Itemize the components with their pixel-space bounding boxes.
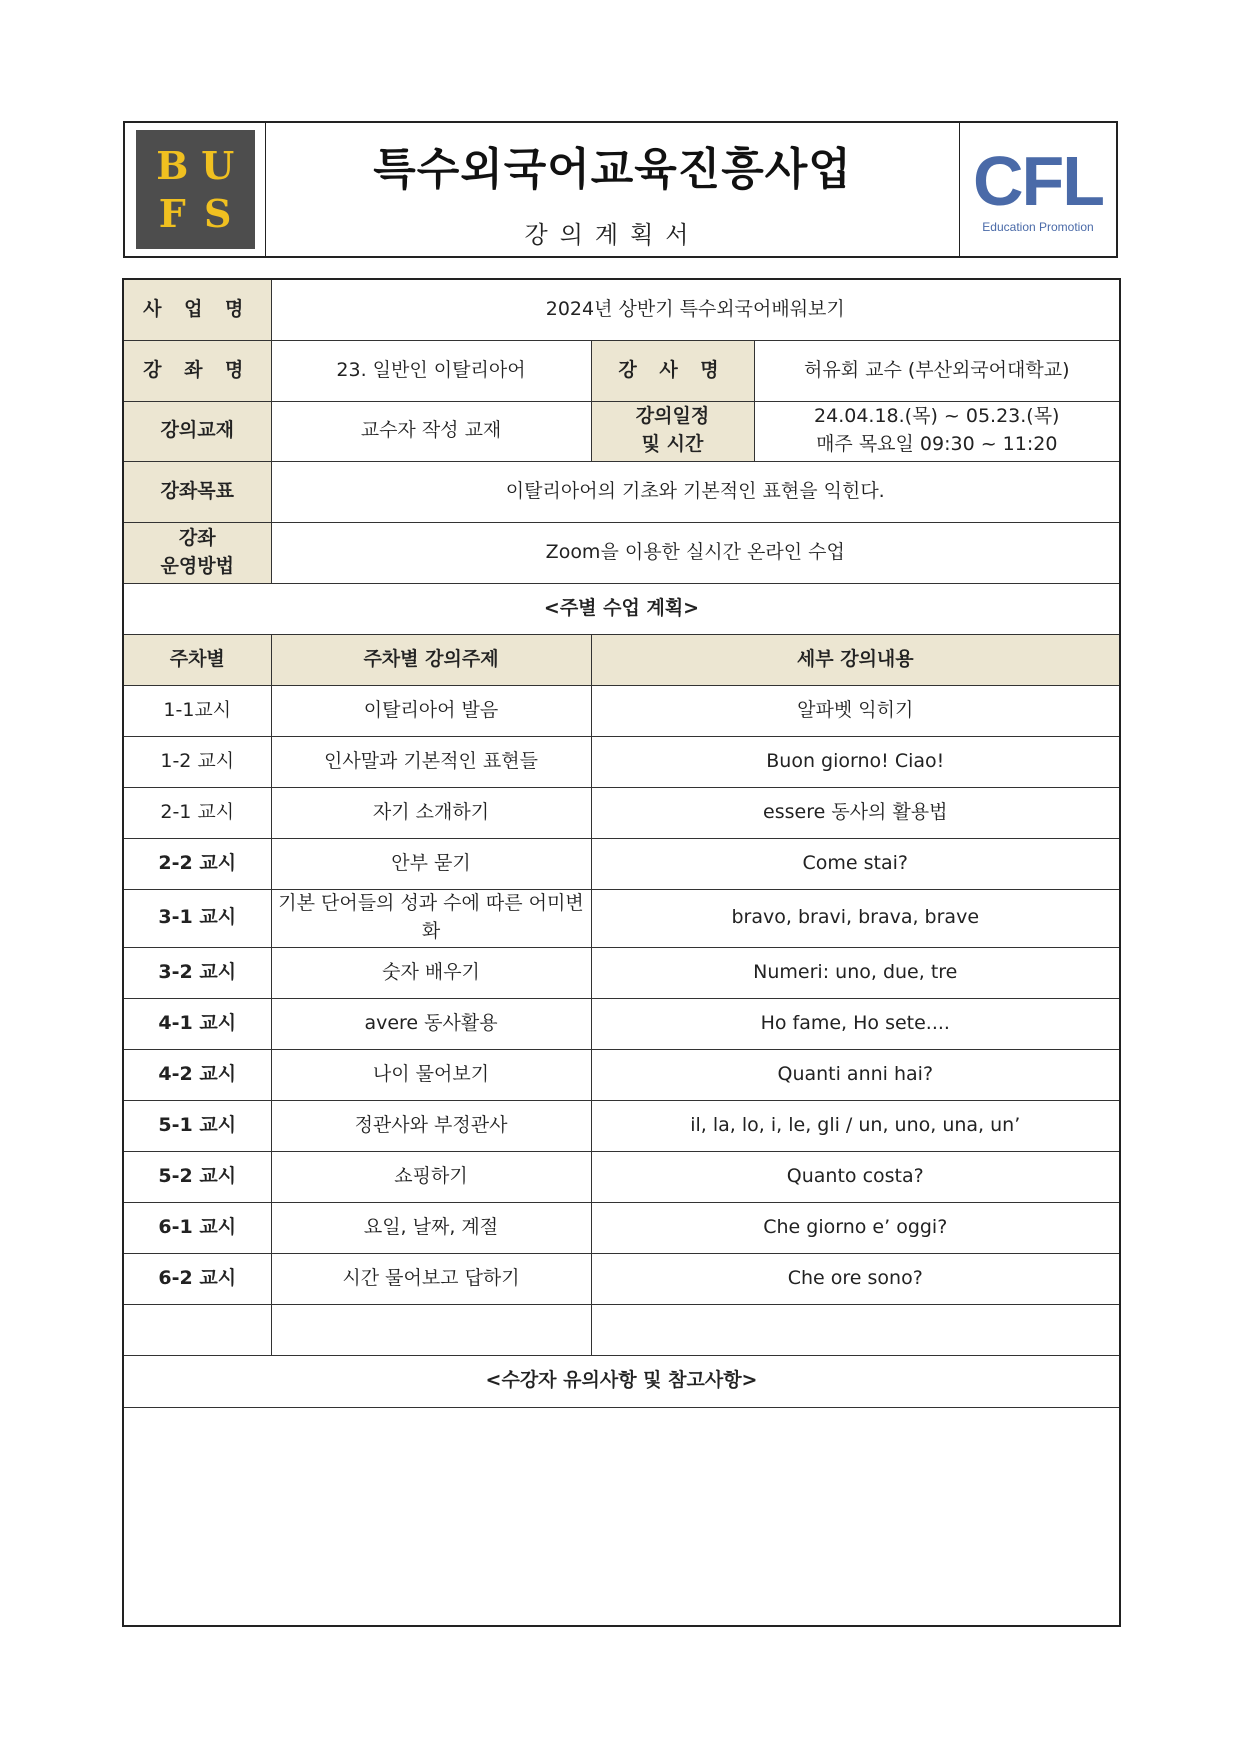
week-cell: 6-2 교시 [123,1253,271,1304]
detail-cell: il, la, lo, i, le, gli / un, uno, una, un’ [591,1100,1120,1151]
table-row [123,787,1120,838]
textbook-row [123,401,1120,461]
schedule-label [591,401,754,461]
cfl-logo-caption: Education Promotion [982,219,1094,234]
detail-cell: Ho fame, Ho sete.... [591,998,1120,1049]
bufs-logo-letter: S [204,190,232,236]
week-cell: 5-2 교시 [123,1151,271,1202]
weekly-section-row [123,583,1120,634]
schedule-label-line-2: 및 시간 [641,433,704,455]
header-title-block [266,123,959,256]
detail-cell [591,1304,1120,1355]
detail-cell: Come stai? [591,838,1120,889]
schedule-time: 매주 목요일 09:30 ~ 11:20 [816,433,1058,455]
topic-cell: 기본 단어들의 성과 수에 따른 어미변화 [271,889,591,947]
detail-cell: essere 동사의 활용법 [591,787,1120,838]
table-row [123,947,1120,998]
detail-cell: Quanto costa? [591,1151,1120,1202]
project-label: 사 업 명 [123,279,271,340]
course-value: 23. 일반인 이탈리아어 [271,340,591,401]
table-row [123,1253,1120,1304]
goal-value: 이탈리아어의 기초와 기본적인 표현을 익힌다. [271,461,1120,522]
table-row [123,685,1120,736]
topic-cell: 시간 물어보고 답하기 [271,1253,591,1304]
week-cell: 4-1 교시 [123,998,271,1049]
topic-cell: 요일, 날짜, 계절 [271,1202,591,1253]
topic-cell: avere 동사활용 [271,998,591,1049]
table-row [123,998,1120,1049]
detail-cell: Quanti anni hai? [591,1049,1120,1100]
textbook-label: 강의교재 [123,401,271,461]
schedule-value [754,401,1120,461]
table-row [123,1202,1120,1253]
bufs-logo-letter: B [156,143,189,189]
project-value: 2024년 상반기 특수외국어배워보기 [271,279,1120,340]
goal-row [123,461,1120,522]
week-cell: 2-1 교시 [123,787,271,838]
week-cell: 6-1 교시 [123,1202,271,1253]
notes-content-row [123,1407,1120,1626]
week-cell [123,1304,271,1355]
week-cell: 4-2 교시 [123,1049,271,1100]
bufs-logo-cell [125,123,266,256]
topic-cell: 자기 소개하기 [271,787,591,838]
topic-cell: 숫자 배우기 [271,947,591,998]
notes-section-row [123,1355,1120,1407]
weekly-rows [123,685,1120,1355]
method-label [123,522,271,583]
detail-cell: Buon giorno! Ciao! [591,736,1120,787]
course-label: 강 좌 명 [123,340,271,401]
detail-cell: 알파벳 익히기 [591,685,1120,736]
cfl-logo-cell [959,123,1116,256]
method-row [123,522,1120,583]
notes-section-title: <수강자 유의사항 및 참고사항> [123,1355,1120,1407]
document-header [123,121,1118,258]
table-row [123,1151,1120,1202]
table-row [123,736,1120,787]
week-cell: 1-1교시 [123,685,271,736]
instructor-value: 허유회 교수 (부산외국어대학교) [754,340,1120,401]
course-row [123,340,1120,401]
bufs-logo-letter: F [158,190,186,236]
bufs-logo [136,130,255,249]
topic-cell: 이탈리아어 발음 [271,685,591,736]
table-row [123,1100,1120,1151]
detail-cell: Che ore sono? [591,1253,1120,1304]
topic-cell: 쇼핑하기 [271,1151,591,1202]
topic-cell: 인사말과 기본적인 표현들 [271,736,591,787]
topic-cell [271,1304,591,1355]
cfl-logo: CFL [972,141,1104,220]
table-row [123,838,1120,889]
schedule-dates: 24.04.18.(목) ~ 05.23.(목) [814,405,1060,428]
week-cell: 3-1 교시 [123,889,271,947]
weekly-header-row [123,634,1120,685]
week-cell: 5-1 교시 [123,1100,271,1151]
bufs-logo-letter: U [201,143,235,189]
detail-cell: Che giorno e’ oggi? [591,1202,1120,1253]
table-row [123,889,1120,947]
detail-cell: Numeri: uno, due, tre [591,947,1120,998]
textbook-value: 교수자 작성 교재 [271,401,591,461]
lecture-plan-table [122,278,1121,1627]
schedule-label-line-1: 강의일정 [635,405,710,428]
week-cell: 3-2 교시 [123,947,271,998]
week-cell: 2-2 교시 [123,838,271,889]
goal-label: 강좌목표 [123,461,271,522]
page-title: 특수외국어교육진흥사업 [373,144,852,195]
col-header-detail: 세부 강의내용 [591,634,1120,685]
col-header-topic: 주차별 강의주제 [271,634,591,685]
table-row [123,1304,1120,1355]
project-row [123,279,1120,340]
detail-cell: bravo, bravi, brava, brave [591,889,1120,947]
topic-cell: 나이 물어보기 [271,1049,591,1100]
topic-cell: 안부 묻기 [271,838,591,889]
weekly-section-title: <주별 수업 계획> [123,583,1120,634]
table-row [123,1049,1120,1100]
page-subtitle: 강의계획서 [524,221,701,249]
notes-content [123,1407,1120,1626]
method-label-line-1: 강좌 [178,526,216,549]
col-header-week: 주차별 [123,634,271,685]
week-cell: 1-2 교시 [123,736,271,787]
topic-cell: 정관사와 부정관사 [271,1100,591,1151]
instructor-label: 강 사 명 [591,340,754,401]
method-label-line-2: 운영방법 [160,554,234,577]
method-value: Zoom을 이용한 실시간 온라인 수업 [271,522,1120,583]
